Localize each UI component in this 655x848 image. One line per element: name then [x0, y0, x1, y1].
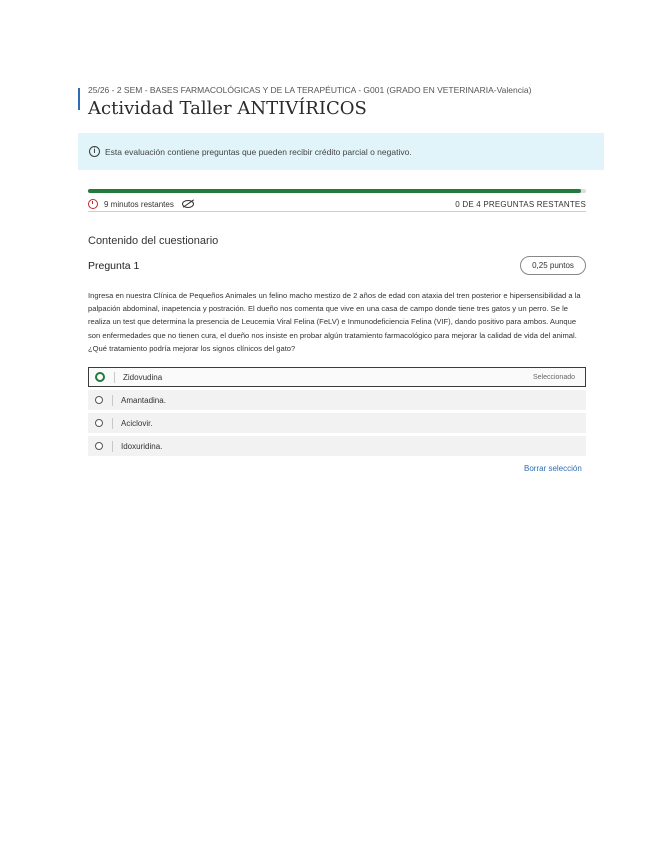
info-banner	[78, 133, 604, 170]
info-icon: i	[89, 146, 100, 157]
answer-option-label: Zidovudina	[123, 372, 163, 382]
points-badge: 0,25 puntos	[520, 256, 586, 275]
radio-icon[interactable]	[95, 396, 103, 404]
status-divider	[88, 211, 586, 212]
answer-option-zidovudina[interactable]	[88, 367, 586, 387]
selected-tag: Seleccionado	[532, 373, 575, 381]
option-separator	[114, 372, 115, 383]
answer-option-aciclovir[interactable]	[88, 413, 586, 433]
quiz-progress-bar	[88, 189, 586, 193]
answer-options	[88, 367, 586, 459]
answer-option-label: Amantadina.	[121, 395, 166, 405]
section-title: Contenido del cuestionario	[88, 235, 219, 247]
title-accent-bar	[78, 88, 80, 110]
option-separator	[112, 418, 113, 429]
option-separator	[112, 395, 113, 406]
clear-selection-link[interactable]: Borrar selección	[524, 464, 582, 473]
answer-option-idoxuridina[interactable]	[88, 436, 586, 456]
page-title: Actividad Taller ANTIVÍRICOS	[88, 98, 367, 119]
radio-icon[interactable]	[95, 419, 103, 427]
time-remaining-text: 9 minutos restantes	[104, 199, 174, 209]
option-separator	[112, 441, 113, 452]
timer-icon	[88, 199, 98, 209]
question-text: Ingresa en nuestra Clínica de Pequeños Animales un felino macho mestizo de 2 años de edad con ataxia del tren posterior e hipersensibilidad a la palpación abdominal, inapetencia y postración. El dueño nos comenta que vive en una casa de campo donde tiene tres gatos y un perro. Se le realiza un test que determina la presencia de Leucemia Viral Felina (FeLV) e Inmunodeficiencia Felina (VIF), dando positivo para ambos. Aunque son enfermedades que no tienen cura, el dueño nos insiste en probar algún tratamiento farmacológico para mejorar la calidad de vida del animal. ¿Qué tratamiento podría mejorar los signos clínicos del gato?	[88, 291, 581, 353]
question-title: Pregunta 1	[88, 260, 140, 272]
answer-option-amantadina[interactable]	[88, 390, 586, 410]
radio-icon[interactable]	[95, 442, 103, 450]
questions-remaining-text: 0 DE 4 PREGUNTAS RESTANTES	[455, 199, 586, 209]
hide-timer-icon[interactable]	[182, 200, 194, 208]
quiz-progress-fill	[88, 189, 581, 193]
answer-option-label: Aciclovir.	[121, 418, 153, 428]
answer-option-label: Idoxuridina.	[121, 441, 163, 451]
radio-selected-icon[interactable]	[95, 372, 105, 382]
breadcrumb[interactable]: 25/26 - 2 SEM - BASES FARMACOLÓGICAS Y DE LA TERAPÉUTICA - G001 (GRADO EN VETERINARIA-Valencia)	[88, 85, 532, 95]
info-banner-text: Esta evaluación contiene preguntas que pueden recibir crédito parcial o negativo.	[105, 146, 412, 157]
quiz-status-row	[88, 197, 586, 211]
